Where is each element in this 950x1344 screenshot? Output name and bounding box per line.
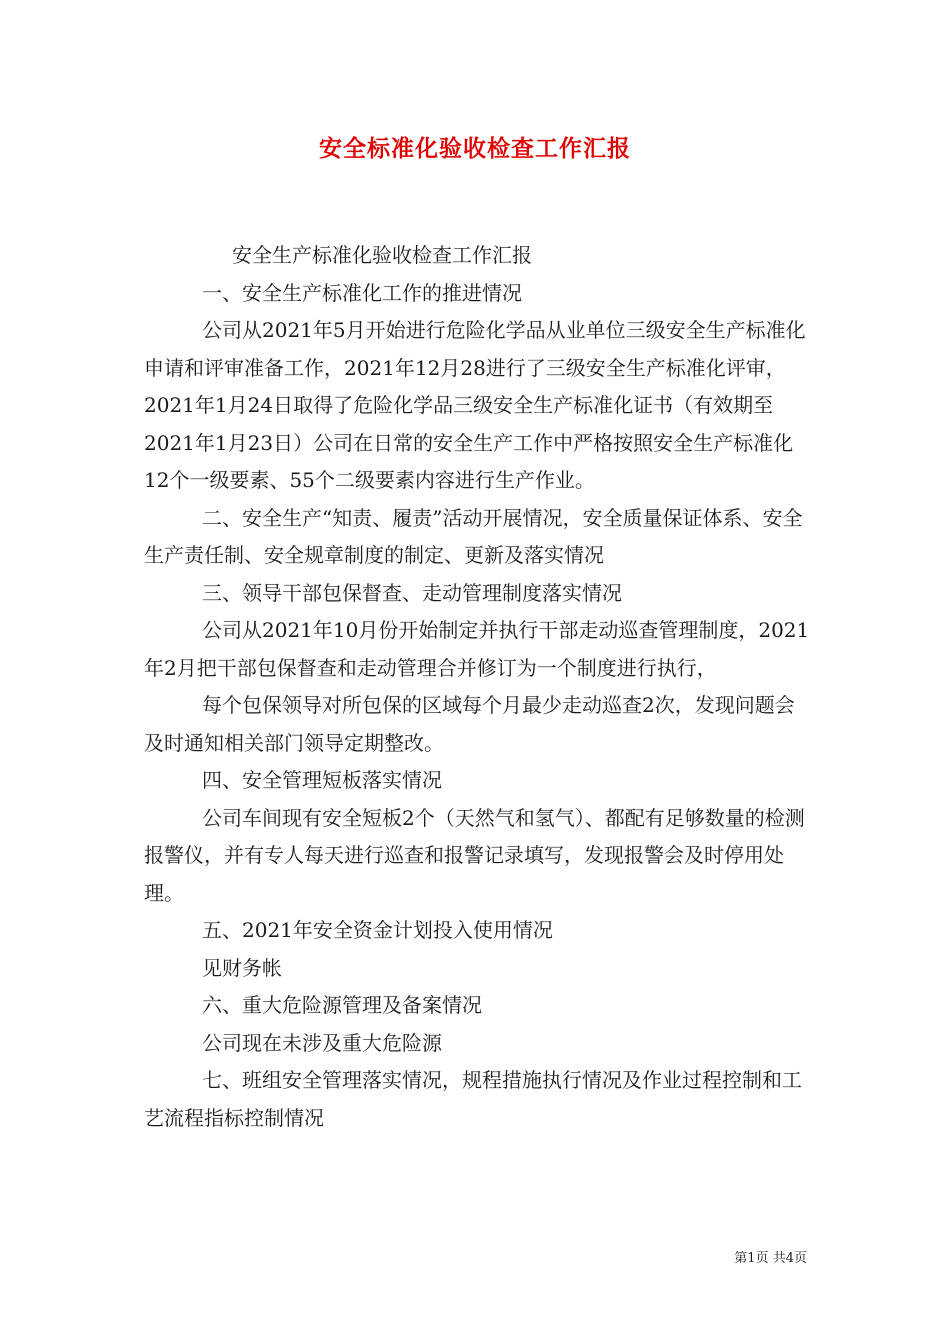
footer-total-pages: 4: [785, 1251, 794, 1266]
section-heading-5: 五、2021年安全资金计划投入使用情况: [202, 918, 553, 942]
body-paragraph-6: 公司现在未涉及重大危险源: [202, 1030, 442, 1055]
body-paragraph-1: 公司从2021年5月开始进行危险化学品从业单位三级安全生产标准化申请和评审准备工作，2021年12月28进行了三级安全生产标准化评审，2021年1月24日取得了危险化学品三级安全生产标准化证书（有效期至2021年1月23日）公司在日常的安全生产工作中严格按照安全生产标准化12个一级要素、55个二级要素内容进行生产作业。: [144, 318, 806, 492]
section-heading-6: 六、重大危险源管理及备案情况: [202, 993, 482, 1017]
section-heading-3: 三、领导干部包保督查、走动管理制度落实情况: [202, 580, 622, 605]
footer-middle: 页 共: [755, 1251, 786, 1266]
section-heading-1: 一、安全生产标准化工作的推进情况: [202, 280, 522, 305]
body-paragraph-5: 见财务帐: [202, 955, 282, 980]
page-number-footer: [734, 1247, 807, 1266]
body-paragraph-4: 公司车间现有安全短板2个（天然气和氢气）、都配有足够数量的检测报警仪，并有专人每天进行巡查和报警记录填写，发现报警会及时停用处理。: [144, 805, 805, 905]
footer-suffix: 页: [793, 1251, 807, 1266]
document-title: 安全标准化验收检查工作汇报: [319, 135, 631, 162]
body-paragraph-3a: 公司从2021年10月份开始制定并执行干部走动巡查管理制度，2021年2月把干部包保督查和走动管理合并修订为一个制度进行执行，: [144, 618, 810, 680]
body-paragraph-3b: 每个包保领导对所包保的区域每个月最少走动巡查2次，发现问题会及时通知相关部门领导定期整改。: [144, 693, 795, 755]
section-heading-7: 七、班组安全管理落实情况，规程措施执行情况及作业过程控制和工艺流程指标控制情况: [144, 1068, 802, 1130]
document-body: [144, 237, 812, 1137]
section-heading-2: 二、安全生产“知责、履责”活动开展情况，安全质量保证体系、安全生产责任制、安全规章制度的制定、更新及落实情况: [144, 505, 803, 567]
footer-current-page: 1: [747, 1251, 756, 1266]
document-subtitle: 安全生产标准化验收检查工作汇报: [232, 243, 532, 267]
section-heading-4: 四、安全管理短板落实情况: [202, 768, 442, 792]
footer-prefix: 第: [734, 1251, 748, 1266]
